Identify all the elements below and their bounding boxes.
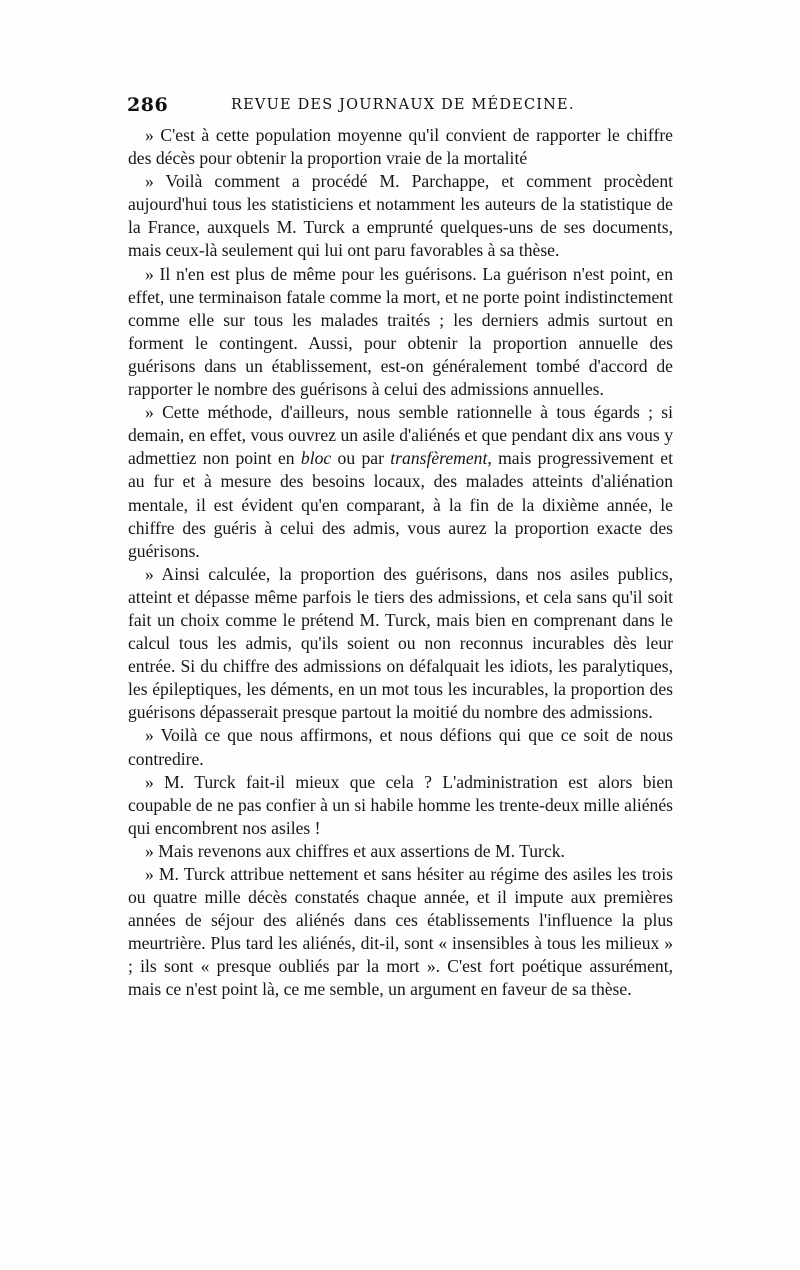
paragraph-9: » M. Turck attribue nettement et sans hésiter au régime des asiles les trois ou quatre mille décès constatés chaque année, et il impute aux premières années de séjour des aliénés dans ces établissements l'influence la plus meurtrière. Plus tard les aliénés, dit-il, sont « insensibles à tous les milieux » ; ils sont « presque oubliés par la mort ». C'est fort poétique assurément, mais ce n'est point là, ce me semble, un argument en faveur de sa thèse. bbox=[128, 864, 673, 1000]
body-text bbox=[128, 124, 673, 1002]
paragraph-5: » Ainsi calculée, la proportion des guérisons, dans nos asiles publics, atteint et dépasse même parfois le tiers des admissions, et cela sans qu'il soit fait un choix comme le prétend M. Turck, mais bien en comprenant dans le calcul tous les admis, qu'ils soient ou non reconnus incurables dès leur entrée. Si du chiffre des admissions on défalquait les idiots, les paralytiques, les épileptiques, les déments, en un mot tous les incurables, la proportion des guérisons dépasserait presque partout la moitié du nombre des admissions. bbox=[128, 563, 673, 723]
paragraph-4 bbox=[128, 401, 673, 563]
paragraph-4-part-1: » Cette méthode, d'ailleurs, nous semble rationnelle à tous égards ; si demain, en effet, vous ouvrez un asile d'aliénés et que pendant dix ans vous y admettiez non point en bbox=[128, 402, 673, 469]
page-number: 286 bbox=[127, 94, 169, 116]
paragraph-8: » Mais revenons aux chiffres et aux assertions de M. Turck. bbox=[145, 840, 565, 861]
running-head bbox=[127, 94, 672, 118]
paragraph-4-part-3: , mais progressivement et au fur et à mesure des besoins locaux, des malades atteints d'aliénation mentale, il est évident qu'en comparant, à la fin de la dixième année, le chiffre des guéris à celui des admis, vous aurez la proportion exacte des guérisons. bbox=[128, 448, 673, 561]
journal-title: REVUE DES JOURNAUX DE MÉDECINE. bbox=[231, 97, 575, 113]
paragraph-1: » C'est à cette population moyenne qu'il convient de rapporter le chiffre des décès pour obtenir la proportion vraie de la mortalité bbox=[128, 125, 673, 169]
paragraph-6: » Voilà ce que nous affirmons, et nous défions qui que ce soit de nous contredire. bbox=[128, 725, 673, 769]
paragraph-7: » M. Turck fait-il mieux que cela ? L'administration est alors bien coupable de ne pas confier à un si habile homme les trente-deux mille aliénés qui encombrent nos asiles ! bbox=[128, 771, 673, 838]
emphasis-bloc: bloc bbox=[300, 448, 332, 469]
paragraph-2: » Voilà comment a procédé M. Parchappe, et comment procèdent aujourd'hui tous les statisticiens et notamment les auteurs de la statistique de la France, auxquels M. Turck a emprunté quelques-uns de ses documents, mais ceux-là seulement qui lui ont paru favorables à sa thèse. bbox=[128, 171, 673, 261]
paragraph-3: » Il n'en est plus de même pour les guérisons. La guérison n'est point, en effet, une terminaison fatale comme la mort, et ne porte point indistinctement comme elle sur tous les malades traités ; les derniers admis surtout en forment le contingent. Aussi, pour obtenir la proportion annuelle des guérisons dans un établissement, est-on généralement tombé d'accord de rapporter le nombre des guérisons à celui des admissions annuelles. bbox=[128, 263, 673, 400]
emphasis-transferement: transfèrement bbox=[390, 448, 488, 469]
paragraph-4-part-2: ou par bbox=[331, 448, 391, 469]
